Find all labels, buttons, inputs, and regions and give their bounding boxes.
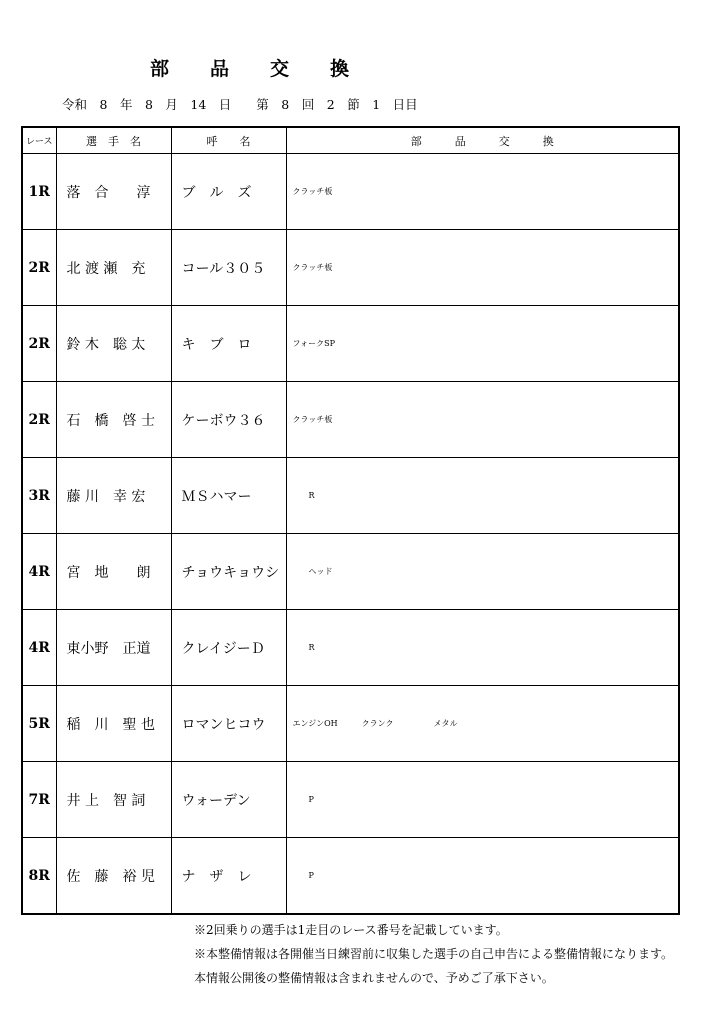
parts-cell: エンジンOH クランク メタル (286, 686, 679, 762)
parts-cell: クラッチ板 (286, 154, 679, 230)
table-row (22, 838, 679, 915)
parts-exchange-table (21, 126, 680, 915)
nickname-cell: ロマンヒコウ (171, 686, 286, 762)
table-row (22, 306, 679, 382)
racer-name-cell: 東小野 正道 (56, 610, 171, 686)
page-title: 部 品 交 換 (150, 58, 351, 80)
parts-cell: クラッチ板 (286, 382, 679, 458)
header-race: レース (22, 127, 56, 154)
nickname-cell: ブ ル ズ (171, 154, 286, 230)
table-row (22, 686, 679, 762)
racer-name-cell: 稲 川 聖 也 (56, 686, 171, 762)
racer-name-cell: 落 合 淳 (56, 154, 171, 230)
racer-name-cell: 石 橋 啓 士 (56, 382, 171, 458)
header-parts: 部 品 交 換 (286, 127, 679, 154)
table-row (22, 458, 679, 534)
race-cell: 4R (22, 534, 56, 610)
header-name: 選 手 名 (56, 127, 171, 154)
race-cell: 1R (22, 154, 56, 230)
parts-cell: フォークSP (286, 306, 679, 382)
race-cell: 8R (22, 838, 56, 915)
parts-cell: P (286, 838, 679, 915)
footnote: 本情報公開後の整備情報は含まれませんので、予めご了承下さい。 (194, 971, 554, 985)
parts-cell: R (286, 610, 679, 686)
race-cell: 7R (22, 762, 56, 838)
race-cell: 2R (22, 230, 56, 306)
table-header-row (22, 127, 679, 154)
racer-name-cell: 佐 藤 裕 児 (56, 838, 171, 915)
racer-name-cell: 宮 地 朗 (56, 534, 171, 610)
table-row (22, 382, 679, 458)
racer-name-cell: 北 渡 瀬 充 (56, 230, 171, 306)
race-cell: 2R (22, 382, 56, 458)
nickname-cell: キ ブ ロ (171, 306, 286, 382)
parts-cell: ヘッド (286, 534, 679, 610)
nickname-cell: ＭＳハマー (171, 458, 286, 534)
racer-name-cell: 井 上 智 詞 (56, 762, 171, 838)
nickname-cell: クレイジーＤ (171, 610, 286, 686)
parts-cell: クラッチ板 (286, 230, 679, 306)
nickname-cell: チョウキョウシ (171, 534, 286, 610)
table-row (22, 762, 679, 838)
racer-name-cell: 鈴 木 聡 太 (56, 306, 171, 382)
table-row (22, 230, 679, 306)
footnotes (194, 918, 673, 990)
table-row (22, 154, 679, 230)
nickname-cell: ナ ザ レ (171, 838, 286, 915)
parts-cell: R (286, 458, 679, 534)
footnote: ※2回乗りの選手は1走目のレース番号を記載しています。 (194, 923, 508, 937)
date-line: 令和 8 年 8 月 14 日 第 8 回 2 節 1 日目 (62, 97, 418, 112)
racer-name-cell: 藤 川 幸 宏 (56, 458, 171, 534)
race-cell: 5R (22, 686, 56, 762)
header-nick: 呼 名 (171, 127, 286, 154)
table-row (22, 534, 679, 610)
nickname-cell: コール３０５ (171, 230, 286, 306)
parts-cell: P (286, 762, 679, 838)
race-cell: 4R (22, 610, 56, 686)
nickname-cell: ウォーデン (171, 762, 286, 838)
footnote: ※本整備情報は各開催当日練習前に収集した選手の自己申告による整備情報になります。 (194, 947, 674, 961)
nickname-cell: ケーボウ３６ (171, 382, 286, 458)
race-cell: 3R (22, 458, 56, 534)
race-cell: 2R (22, 306, 56, 382)
table-row (22, 610, 679, 686)
